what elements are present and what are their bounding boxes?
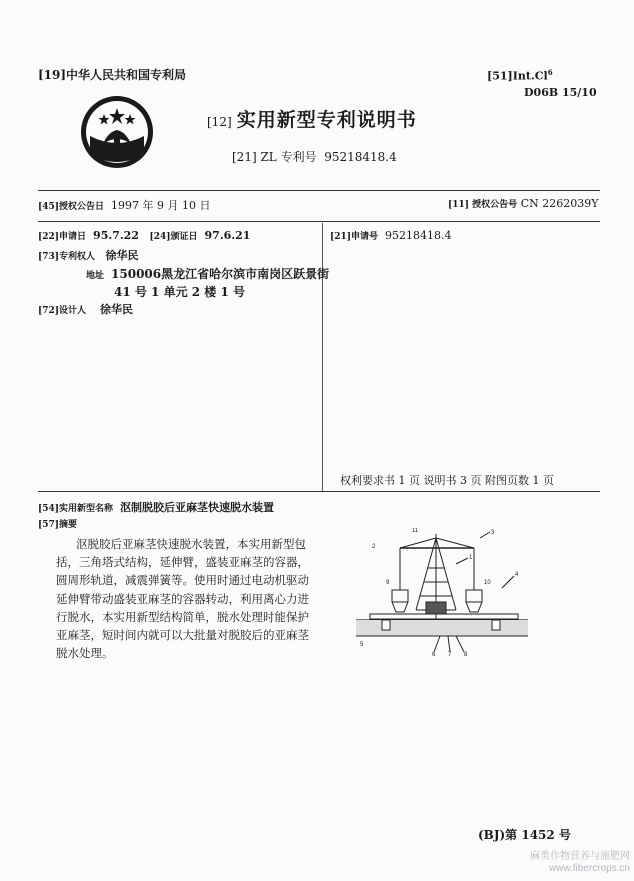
address-row <box>86 265 329 282</box>
figure-label: 3 <box>491 530 495 536</box>
container-left <box>392 590 408 602</box>
abstract-line: 亚麻茎，短时间内就可以大批量对脱胶后的亚麻茎 <box>56 628 309 643</box>
utility-model-title-row <box>38 499 274 515</box>
patent-office-emblem-icon <box>78 92 156 172</box>
address-label: 地址 <box>86 271 105 281</box>
abstract-line: 括，三角塔式结构，延伸臂，盛装亚麻茎的容器， <box>56 555 309 570</box>
figure-label: 4 <box>515 572 519 578</box>
container-right <box>466 590 482 602</box>
address-line1: 150006黑龙江省哈尔滨市南岗区跃景街 <box>111 267 330 281</box>
figure-label: 1 <box>469 555 473 561</box>
rule-top <box>38 190 600 191</box>
intcl-code: D06B 15/10 <box>524 86 597 99</box>
announce-number <box>448 197 598 210</box>
damping-spring-left <box>382 620 390 630</box>
appno-value: 95218418.4 <box>385 229 452 242</box>
figure-label: 11 <box>412 528 419 534</box>
application-number-row <box>330 229 452 242</box>
cert-value: 97.6.21 <box>204 229 251 242</box>
motor <box>426 602 446 614</box>
announce-date <box>38 197 211 213</box>
figure-label: 8 <box>464 652 468 658</box>
intcl <box>487 68 553 83</box>
watermark-line2: www.fibercrops.cn <box>548 863 630 874</box>
abstract-label: [57]摘要 <box>38 520 78 530</box>
filing-label: [22]申请日 <box>38 232 87 242</box>
abstract-text <box>56 535 309 662</box>
abstract-line: 脱水处理。 <box>56 646 114 661</box>
damping-spring-right <box>492 620 500 630</box>
address-line2: 41 号 1 单元 2 楼 1 号 <box>114 285 245 299</box>
circular-track <box>370 614 518 619</box>
office-name: [19]中华人民共和国专利局 <box>38 68 187 82</box>
zl-patent-number <box>232 148 397 165</box>
title-value: 沤制脱胶后亚麻茎快速脱水装置 <box>120 501 275 514</box>
abstract-line: 行脱水，本实用新型结构简单，脱水处理时能保护 <box>56 609 309 624</box>
figure-label: 10 <box>484 580 491 586</box>
figure-label: 2 <box>372 544 376 550</box>
designer-row <box>38 301 133 317</box>
owner-value: 徐华民 <box>105 249 139 262</box>
document-type <box>207 105 417 132</box>
title-label: [54]实用新型名称 <box>38 504 114 514</box>
figure-label: 9 <box>386 580 390 586</box>
column-divider <box>322 223 323 491</box>
announce-number-value: CN 2262039Y <box>520 197 599 210</box>
announce-date-label: [45]授权公告日 <box>38 202 105 212</box>
watermark-line1: 麻类作物营养与施肥网 <box>530 851 630 862</box>
designer-value: 徐华民 <box>100 303 134 316</box>
filing-value: 95.7.22 <box>93 229 139 242</box>
abstract-line: 圆周形轨道，减震弹簧等。使用时通过电动机驱动 <box>56 573 309 588</box>
announce-number-label: [11] 授权公告号 <box>448 200 518 210</box>
dewatering-device-drawing <box>352 528 534 658</box>
zl-number: 95218418.4 <box>324 150 397 164</box>
rule-3 <box>38 491 600 492</box>
owner-label: [73]专利权人 <box>38 252 96 262</box>
owner-row <box>38 247 139 263</box>
figure-label: 5 <box>360 642 364 648</box>
figure-label: 7 <box>448 652 452 658</box>
intcl-label: [51]Int.Cl <box>487 69 548 83</box>
zl-label: [21] ZL 专利号 <box>232 150 317 164</box>
cert-label: [24]颁证日 <box>149 232 198 242</box>
appno-label: [21]申请号 <box>330 232 379 242</box>
rule-2 <box>38 221 600 222</box>
website-watermark <box>506 851 630 875</box>
footer-code: (BJ)第 1452 号 <box>478 828 571 842</box>
abstract-line: 延伸臂带动盛装亚麻茎的容器转动，利用离心力进 <box>56 591 309 606</box>
announce-date-value: 1997 年 9 月 10 日 <box>111 199 211 212</box>
designer-label: [72]设计人 <box>38 306 87 316</box>
figure-label: 6 <box>432 652 436 658</box>
abstract-line: 沤脱胶后亚麻茎快速脱水装置，本实用新型包 <box>76 537 306 551</box>
document-type-title: 实用新型专利说明书 <box>236 109 417 131</box>
intcl-sup: 6 <box>547 68 553 77</box>
filing-row <box>38 229 250 242</box>
document-type-code: [12] <box>207 115 232 129</box>
pages-summary: 权利要求书 1 页 说明书 3 页 附图页数 1 页 <box>340 474 554 487</box>
